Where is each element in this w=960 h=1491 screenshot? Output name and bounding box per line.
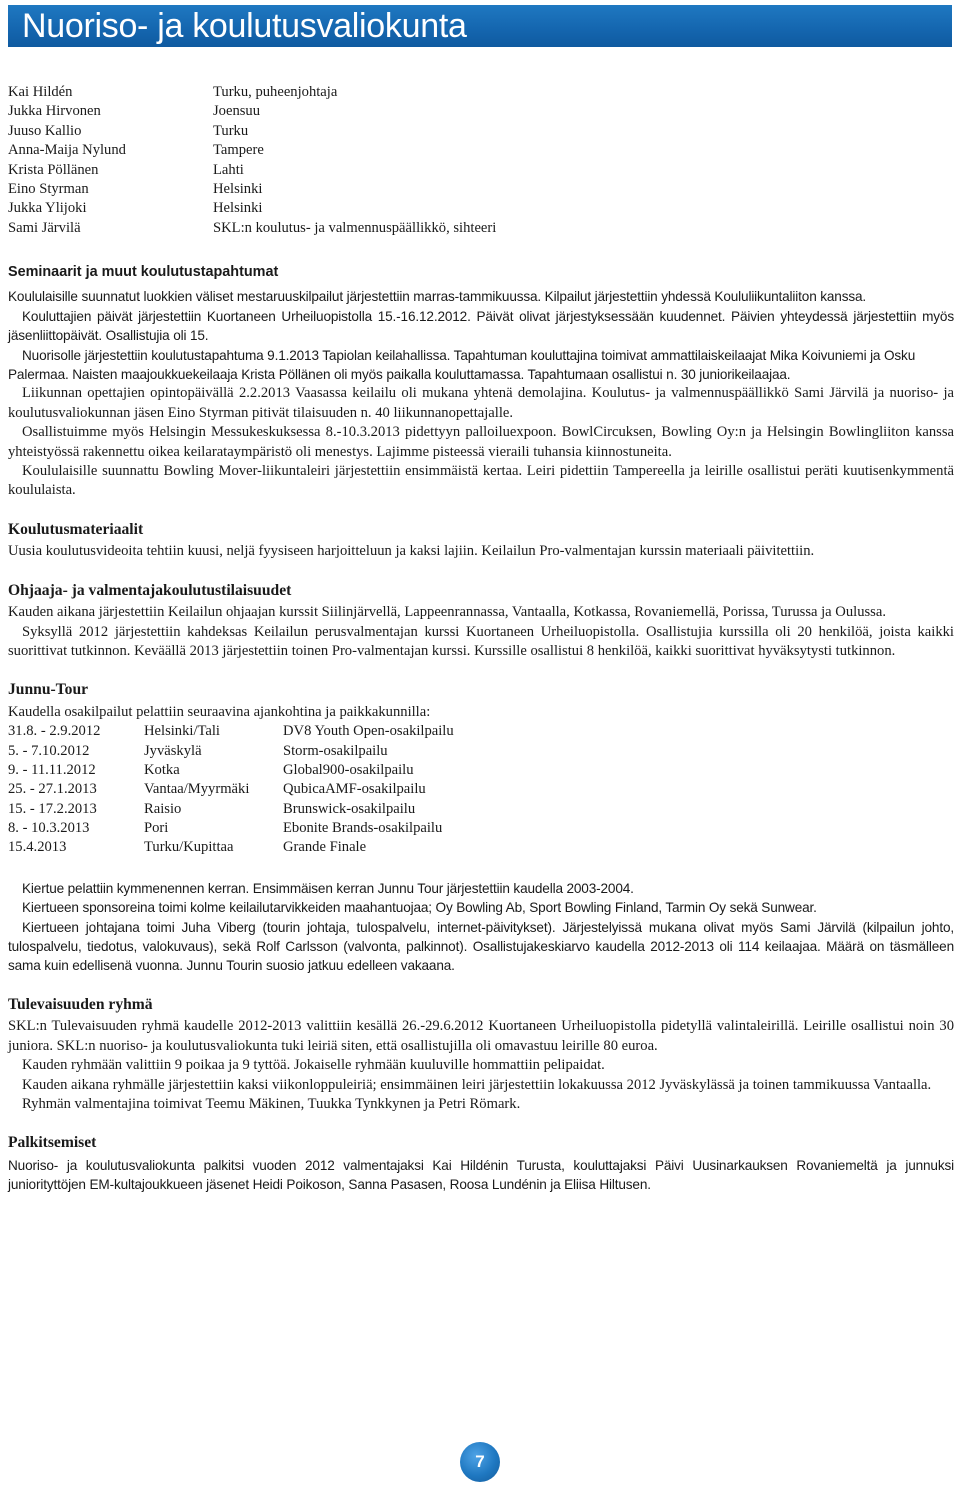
schedule-date: 9. - 11.11.2012 <box>8 761 96 778</box>
member-name: Kai Hildén <box>8 84 73 100</box>
member-role: Joensuu <box>213 103 261 120</box>
member-row <box>8 199 948 218</box>
member-name: Juuso Kallio <box>8 122 82 139</box>
member-name: Krista Pöllänen <box>8 161 99 178</box>
schedule-event: Brunswick-osakilpailu <box>283 800 416 817</box>
paragraph: Kouluttajien päivät järjestettiin Kuortaneen Urheiluopistolla 15.-16.12.2012. Päivät olivat järjestyksessään kuudennet. Päivien yhteydessä järjestettiin myös jäsenliittopäivät. Osallistujia oli 15. <box>8 308 954 344</box>
paragraph: Uusia koulutusvideoita tehtiin kuusi, neljä fyysiseen harjoitteluun ja kaksi lajiin. Keilailun Pro-valmentajan kurssin materiaali päivitettiin. <box>8 543 815 560</box>
schedule-place: Turku/Kupittaa <box>144 839 234 856</box>
paragraph: Kiertue pelattiin kymmenennen kerran. Ensimmäisen kerran Junnu Tour järjestettiin kaudella 2003-2004. <box>22 880 634 896</box>
schedule-place: Pori <box>144 820 169 837</box>
paragraph: Koululaisille suunnatut luokkien väliset mestaruuskilpailut järjestettiin marras-tammikuussa. Kilpailut järjestettiin yhdessä Koululiikuntaliiton kanssa. <box>8 289 867 305</box>
section-heading-ohjaaja: Ohjaaja- ja valmentajakoulutustilaisuudet <box>8 581 292 599</box>
paragraph: Kiertueen sponsoreina toimi kolme keilailutarvikkeiden maahantuojaa; Oy Bowling Ab, Sport Bowling Finland, Tarmin Oy sekä Sunwear. <box>22 900 817 916</box>
paragraph: Kauden aikana ryhmälle järjestettiin kaksi viikonloppuleiriä; ensimmäinen leiri järjestettiin lokakuussa 2012 Jyväskylässä ja toinen tammikuussa Vantaalla. <box>22 1076 932 1093</box>
section-heading-palkitsemiset: Palkitsemiset <box>8 1134 97 1152</box>
schedule-event: QubicaAMF-osakilpailu <box>283 781 426 798</box>
member-name: Jukka Hirvonen <box>8 103 101 120</box>
schedule-table <box>8 722 954 858</box>
member-role: Turku, puheenjohtaja <box>213 84 338 100</box>
schedule-event: Global900-osakilpailu <box>283 761 414 778</box>
schedule-date: 31.8. - 2.9.2012 <box>8 723 101 740</box>
paragraph: Nuoriso- ja koulutusvaliokunta palkitsi vuoden 2012 valmentajaksi Kai Hildénin Turusta, kouluttajaksi Päivi Uusinarkauksen Rovaniemeltä ja junnuksi juniorityttöjen EM-kultajoukkueen jäsenet Heidi Poikoson, Sanna Pasasen, Roosa Lundénin ja Eliisa Hiltusen. <box>8 1157 954 1193</box>
member-role: Lahti <box>213 161 244 178</box>
member-role: Tampere <box>213 142 264 159</box>
member-row <box>8 122 948 141</box>
table-row <box>8 722 954 741</box>
schedule-date: 25. - 27.1.2013 <box>8 781 97 798</box>
committee-members <box>8 83 948 238</box>
member-row <box>8 102 948 121</box>
section-heading-seminaarit: Seminaarit ja muut koulutustapahtumat <box>8 264 279 280</box>
schedule-date: 8. - 10.3.2013 <box>8 820 90 837</box>
schedule-event: Ebonite Brands-osakilpailu <box>283 820 443 837</box>
paragraph: Kauden ryhmään valittiin 9 poikaa ja 9 tyttöä. Jokaiselle ryhmään kuuluville hommattiin pelipaidat. <box>22 1057 605 1074</box>
member-role: Helsinki <box>213 180 263 197</box>
member-row <box>8 161 948 180</box>
member-name: Eino Styrman <box>8 180 89 197</box>
schedule-place: Vantaa/Myyrmäki <box>144 781 250 798</box>
schedule-event: DV8 Youth Open-osakilpailu <box>283 723 454 740</box>
schedule-date: 15. - 17.2.2013 <box>8 800 97 817</box>
table-row <box>8 742 954 761</box>
section-heading-koulutusmateriaalit: Koulutusmateriaalit <box>8 520 144 538</box>
member-row <box>8 83 948 102</box>
table-row <box>8 761 954 780</box>
member-name: Jukka Ylijoki <box>8 200 87 217</box>
schedule-date: 15.4.2013 <box>8 839 67 856</box>
paragraph: Osallistuimme myös Helsingin Messukeskuksessa 8.-10.3.2013 pidettyyn palloiluexpoon. BowlCircuksen, Bowling Oy:n ja Helsingin Bowlingliiton kanssa yhteistyössä rakennettu oikea keilarataympäristö oli menestys. Lajimme pisteessä vieraili tuhansia kiinnostuneita. <box>8 424 954 460</box>
paragraph: Kiertueen johtajana toimi Juha Viberg (tourin johtaja, tulospalvelu, internet-päivitykset). Järjestelyissä mukana olivat myös Sami Järvilä (kilpailun johto, tulospalvelu, tiedotus, valokuvaus), sekä Rolf Carlsson (valvonta, palkinnot). Osallistujakeskiarvo kaudella 2012-2013 oli 114 keilaajaa. Määrä on täsmälleen sama kuin edellisenä vuonna. Junnu Tourin suosio jatkuu edelleen vakaana. <box>8 919 954 974</box>
title-banner <box>8 5 952 47</box>
schedule-event: Storm-osakilpailu <box>283 742 388 759</box>
schedule-place: Helsinki/Tali <box>144 723 220 740</box>
member-role: Helsinki <box>213 200 263 217</box>
member-role: SKL:n koulutus- ja valmennuspäällikkö, sihteeri <box>213 219 497 236</box>
schedule-date: 5. - 7.10.2012 <box>8 742 90 759</box>
schedule-place: Kotka <box>144 761 180 778</box>
paragraph: Syksyllä 2012 järjestettiin kahdeksas Keilailun perusvalmentajan kurssi Kuortaneen Urheiluopistolla. Osallistujia kurssilla oli 20 henkilöä, joista kaikki suorittivat tutkinnon. Keväällä 2013 järjestettiin toinen Pro-valmentajan kurssi. Kurssille osallistui 8 henkilöä, kaikki suorittivat hyväksytysti tutkinnon. <box>8 623 954 659</box>
table-row <box>8 780 954 799</box>
schedule-event: Grande Finale <box>283 839 367 856</box>
member-row <box>8 219 948 238</box>
paragraph: Koululaisille suunnattu Bowling Mover-liikuntaleiri järjestettiin ensimmäistä kertaa. Leiri pidettiin Tampereella ja leirille osallistui peräti kuutisenkymmentä koululaista. <box>8 463 954 499</box>
schedule-place: Jyväskylä <box>144 742 202 759</box>
member-name: Sami Järvilä <box>8 219 81 236</box>
paragraph: Liikunnan opettajien opintopäivällä 2.2.2013 Vaasassa keilailu oli mukana yhtenä demolajina. Koulutus- ja valmennuspäällikkö Sami Järvilä ja nuoriso- ja koulutusvaliokunnan jäsen Eino Styrman pitivät tilaisuuden n. 40 liikunnanopettajalle. <box>8 385 954 421</box>
section-heading-tulevaisuus: Tulevaisuuden ryhmä <box>8 995 153 1013</box>
member-role: Turku <box>213 122 249 139</box>
schedule-place: Raisio <box>144 800 182 817</box>
table-row <box>8 838 954 857</box>
page-number: 7 <box>460 1442 500 1482</box>
main-content <box>8 263 954 1195</box>
section-heading-junnu-tour: Junnu-Tour <box>8 681 89 699</box>
paragraph: Nuorisolle järjestettiin koulutustapahtuma 9.1.2013 Tapiolan keilahallissa. Tapahtuman kouluttajina toimivat ammattilaiskeilaajat Mika Koivuniemi ja Osku Palermaa. Naisten maajoukkuekeilaaja Krista Pöllänen oli myös paikalla kouluttamassa. Tapahtumaan osallistui n. 30 juniorikeilaajaa. <box>8 347 916 383</box>
paragraph: Kauden aikana järjestettiin Keilailun ohjaajan kurssit Siilinjärvellä, Lappeenrannassa, Vantaalla, Kotkassa, Rovaniemellä, Porissa, Turussa ja Oulussa. <box>8 604 886 621</box>
page-title: Nuoriso- ja koulutusvaliokunta <box>22 7 467 45</box>
member-name: Anna-Maija Nylund <box>8 142 126 159</box>
table-row <box>8 819 954 838</box>
paragraph: Kaudella osakilpailut pelattiin seuraavina ajankohtina ja paikkakunnilla: <box>8 703 431 720</box>
member-row <box>8 180 948 199</box>
member-row <box>8 141 948 160</box>
table-row <box>8 800 954 819</box>
paragraph: Ryhmän valmentajina toimivat Teemu Mäkinen, Tuukka Tynkkynen ja Petri Römark. <box>22 1095 521 1112</box>
paragraph: SKL:n Tulevaisuuden ryhmä kaudelle 2012-2013 valittiin kesällä 26.-29.6.2012 Kuortaneen Urheiluopistolla pidetyllä valintaleirillä. Leirille osallistui noin 30 juniora. SKL:n nuoriso- ja koulutusvaliokunta tuki leiriä siten, että osallistujilla oli omavastuu leirille 80 euroa. <box>8 1018 954 1054</box>
